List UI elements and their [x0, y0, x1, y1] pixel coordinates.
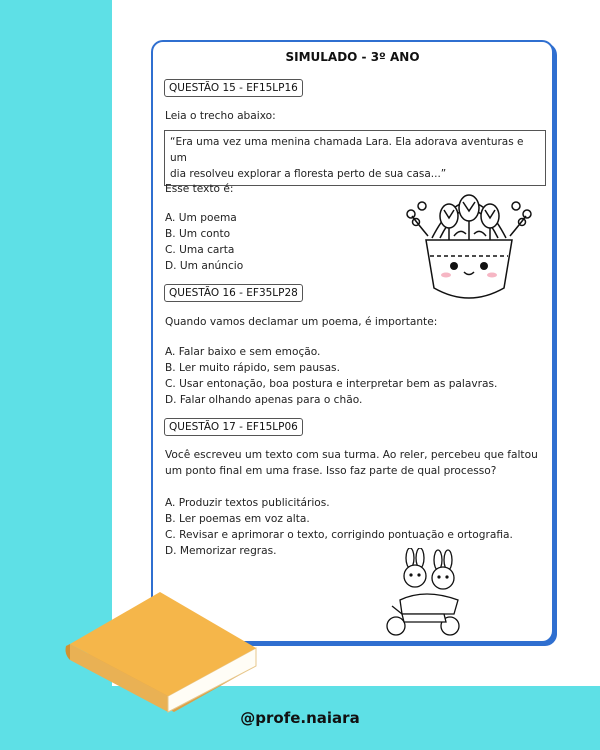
- option-c: C. Usar entonação, boa postura e interpretar bem as palavras.: [165, 378, 498, 390]
- option-a: A. Um poema: [165, 212, 237, 224]
- prompt-line-1: Você escreveu um texto com sua turma. Ao reler, percebeu que faltou: [165, 449, 538, 461]
- question-17-code: QUESTÃO 17 - EF15LP06: [164, 418, 303, 436]
- option-c: C. Uma carta: [165, 244, 235, 256]
- prompt-line-2: um ponto final em uma frase. Isso faz parte de qual processo?: [165, 465, 497, 477]
- page-title: SIMULADO - 3º ANO: [285, 50, 420, 64]
- quote-line-1: “Era uma vez uma menina chamada Lara. Ela adorava aventuras e um: [170, 136, 524, 164]
- worksheet-card: [151, 40, 554, 643]
- option-d: D. Memorizar regras.: [165, 545, 277, 557]
- option-b: B. Ler poemas em voz alta.: [165, 513, 310, 525]
- question-15-instruction: Leia o trecho abaixo:: [165, 110, 276, 122]
- author-handle: @profe.naiara: [240, 709, 360, 727]
- question-16-options: [165, 344, 497, 408]
- option-d: D. Um anúncio: [165, 260, 244, 272]
- question-17-prompt: [165, 447, 538, 479]
- question-16-prompt: Quando vamos declamar um poema, é importante:: [165, 316, 438, 328]
- option-a: A. Produzir textos publicitários.: [165, 497, 330, 509]
- question-15-options: [165, 210, 243, 274]
- flower-basket-illustration: [404, 176, 534, 311]
- question-16-code: QUESTÃO 16 - EF35LP28: [164, 284, 303, 302]
- bunnies-scooter-illustration: [380, 548, 470, 640]
- option-c: C. Revisar e aprimorar o texto, corrigindo pontuação e ortografia.: [165, 529, 513, 541]
- option-d: D. Falar olhando apenas para o chão.: [165, 394, 363, 406]
- question-15-prompt: Esse texto é:: [165, 183, 234, 195]
- option-a: A. Falar baixo e sem emoção.: [165, 346, 321, 358]
- option-b: B. Ler muito rápido, sem pausas.: [165, 362, 340, 374]
- option-b: B. Um conto: [165, 228, 231, 240]
- quote-line-2: dia resolveu explorar a floresta perto de sua casa...”: [170, 168, 447, 180]
- question-15-code: QUESTÃO 15 - EF15LP16: [164, 79, 303, 97]
